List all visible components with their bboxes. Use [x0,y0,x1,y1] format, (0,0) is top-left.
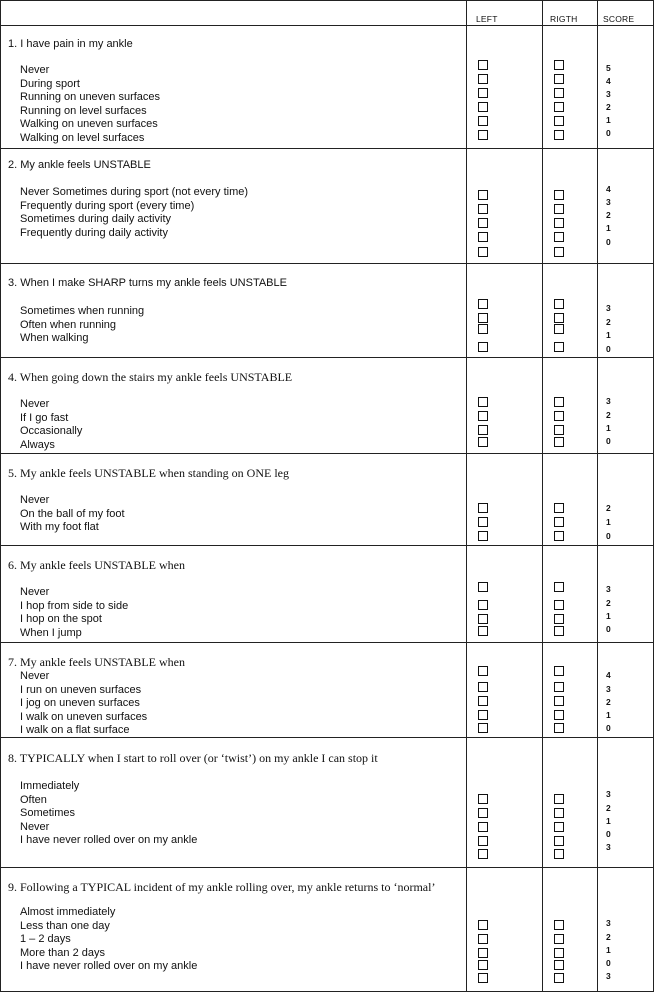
question-3-options [20,305,144,346]
score-value: 3 [606,584,611,594]
question-5-options [20,494,125,535]
left-checkbox[interactable] [478,88,488,98]
option-label: Never [20,398,50,410]
option-label: I jog on uneven surfaces [20,697,140,709]
right-checkbox[interactable] [554,666,564,676]
option-label: Sometimes during daily activity [20,213,172,225]
left-checkbox[interactable] [478,710,488,720]
score-value: 3 [606,918,611,928]
score-value: 3 [606,789,611,799]
score-value: 4 [606,670,611,680]
score-value: 5 [606,63,611,73]
score-value: 1 [606,223,611,233]
right-checkbox[interactable] [554,425,564,435]
right-checkbox[interactable] [554,682,564,692]
right-checkbox[interactable] [554,342,564,352]
left-checkbox[interactable] [478,582,488,592]
left-checkbox[interactable] [478,190,488,200]
option-label: Often when running [20,318,117,331]
option-label: When walking [20,332,89,344]
question-2-options [20,186,248,240]
right-checkbox[interactable] [554,204,564,214]
option-label: Never [20,670,50,682]
score-value: 0 [606,436,611,446]
right-checkbox[interactable] [554,517,564,527]
right-checkbox[interactable] [554,130,564,140]
question-6-title: 6. My ankle feels UNSTABLE when [8,558,186,572]
right-checkbox[interactable] [554,822,564,832]
option-label: Walking on uneven surfaces [20,118,158,130]
right-checkbox[interactable] [554,948,564,958]
score-value: 2 [606,102,611,112]
left-checkbox[interactable] [478,503,488,513]
score-value: 3 [606,303,611,313]
question-8-title: 8. TYPICALLY when I start to roll over (or ‘twist’) on my ankle I can stop it [8,751,378,765]
score-value: 4 [606,76,611,86]
right-checkbox[interactable] [554,503,564,513]
left-checkbox[interactable] [478,973,488,983]
option-label: Never [20,586,50,598]
left-checkbox[interactable] [478,313,488,323]
right-checkbox[interactable] [554,531,564,541]
option-label: Often [20,793,47,806]
column-header-left: LEFT [476,14,498,24]
right-checkbox[interactable] [554,247,564,257]
option-label: Occasionally [20,425,83,437]
right-checkbox[interactable] [554,723,564,733]
option-label: Never [20,64,50,76]
score-value: 2 [606,697,611,707]
row-divider [0,545,654,546]
option-label: I have never rolled over on my ankle [20,834,198,846]
option-label: Less than one day [20,919,110,932]
left-checkbox[interactable] [478,342,488,352]
score-value: 4 [606,184,611,194]
left-checkbox[interactable] [478,614,488,624]
score-value: 1 [606,945,611,955]
score-value: 1 [606,115,611,125]
left-checkbox[interactable] [478,696,488,706]
score-value: 1 [606,423,611,433]
row-divider [0,642,654,643]
left-checkbox[interactable] [478,130,488,140]
score-value: 2 [606,317,611,327]
option-label: Frequently during sport (every time) [20,199,195,212]
option-label: Running on uneven surfaces [20,91,161,103]
option-label: Almost immediately [20,906,116,918]
right-checkbox[interactable] [554,696,564,706]
score-value: 3 [606,684,611,694]
option-label: Sometimes when running [20,305,145,317]
score-value: 0 [606,237,611,247]
score-value: 2 [606,598,611,608]
option-label: I hop on the spot [20,613,102,625]
question-4-options [20,398,82,452]
row-divider [0,263,654,264]
option-label: Never [20,494,50,506]
right-checkbox[interactable] [554,934,564,944]
left-checkbox[interactable] [478,960,488,970]
table-border-top [0,0,654,1]
left-checkbox[interactable] [478,849,488,859]
right-checkbox[interactable] [554,973,564,983]
option-label: Never Sometimes during sport (not every time) [20,186,249,198]
right-checkbox[interactable] [554,190,564,200]
right-checkbox[interactable] [554,836,564,846]
option-label: I walk on a flat surface [20,724,130,736]
left-checkbox[interactable] [478,836,488,846]
left-checkbox[interactable] [478,920,488,930]
option-label: During sport [20,77,80,90]
question-1-options [20,64,160,145]
score-value: 1 [606,710,611,720]
left-checkbox[interactable] [478,411,488,421]
score-value: 0 [606,128,611,138]
option-label: Never [20,820,50,833]
option-label: Running on level surfaces [20,104,147,117]
column-header-right: RIGTH [550,14,578,24]
option-label: I run on uneven surfaces [20,683,142,696]
left-checkbox[interactable] [478,116,488,126]
option-label: On the ball of my foot [20,507,125,520]
left-checkbox[interactable] [478,531,488,541]
right-checkbox[interactable] [554,411,564,421]
question-8-options [20,780,197,848]
row-divider [0,25,654,26]
left-checkbox[interactable] [478,948,488,958]
right-checkbox[interactable] [554,794,564,804]
question-9-options [20,906,197,974]
left-checkbox[interactable] [478,794,488,804]
right-checkbox[interactable] [554,88,564,98]
score-value: 0 [606,624,611,634]
left-checkbox[interactable] [478,425,488,435]
right-checkbox[interactable] [554,808,564,818]
option-label: Immediately [20,780,80,792]
question-7-options [20,670,147,738]
right-checkbox[interactable] [554,60,564,70]
score-value: 3 [606,197,611,207]
right-checkbox[interactable] [554,960,564,970]
left-checkbox[interactable] [478,808,488,818]
left-checkbox[interactable] [478,934,488,944]
row-divider [0,867,654,868]
option-label: With my foot flat [20,521,99,533]
score-value: 1 [606,330,611,340]
right-checkbox[interactable] [554,849,564,859]
question-6-options [20,586,128,640]
right-checkbox[interactable] [554,232,564,242]
left-checkbox[interactable] [478,437,488,447]
right-checkbox[interactable] [554,74,564,84]
right-checkbox[interactable] [554,626,564,636]
question-1-title: 1. I have pain in my ankle [8,38,133,50]
score-value: 3 [606,842,611,852]
score-value: 0 [606,829,611,839]
option-label: I walk on uneven surfaces [20,710,148,723]
row-divider [0,453,654,454]
left-checkbox[interactable] [478,218,488,228]
option-label: I hop from side to side [20,599,129,612]
right-checkbox[interactable] [554,582,564,592]
left-checkbox[interactable] [478,102,488,112]
left-checkbox[interactable] [478,682,488,692]
left-checkbox[interactable] [478,666,488,676]
option-label: Sometimes [20,807,76,819]
score-value: 0 [606,531,611,541]
question-4-title: 4. When going down the stairs my ankle feels UNSTABLE [8,370,293,384]
right-checkbox[interactable] [554,218,564,228]
right-checkbox[interactable] [554,437,564,447]
question-3-title: 3. When I make SHARP turns my ankle feels UNSTABLE [8,277,287,289]
option-label: 1 – 2 days [20,933,71,945]
option-label: When I jump [20,626,82,639]
score-value: 3 [606,396,611,406]
left-checkbox[interactable] [478,517,488,527]
right-checkbox[interactable] [554,116,564,126]
row-divider [0,357,654,358]
right-checkbox[interactable] [554,710,564,720]
option-label: If I go fast [20,411,69,424]
left-checkbox[interactable] [478,74,488,84]
option-label: More than 2 days [20,946,105,959]
right-checkbox[interactable] [554,313,564,323]
row-divider [0,148,654,149]
left-checkbox[interactable] [478,397,488,407]
score-value: 2 [606,410,611,420]
score-value: 0 [606,344,611,354]
score-value: 1 [606,611,611,621]
option-label: Walking on level surfaces [20,131,145,144]
left-checkbox[interactable] [478,822,488,832]
score-value: 0 [606,723,611,733]
score-value: 1 [606,517,611,527]
right-checkbox[interactable] [554,397,564,407]
right-checkbox[interactable] [554,299,564,309]
question-7-title: 7. My ankle feels UNSTABLE when [8,655,186,669]
score-value: 3 [606,89,611,99]
score-value: 1 [606,816,611,826]
right-checkbox[interactable] [554,614,564,624]
right-checkbox[interactable] [554,102,564,112]
score-value: 2 [606,803,611,813]
right-checkbox[interactable] [554,600,564,610]
option-label: Always [20,438,55,451]
option-label: Frequently during daily activity [20,226,168,239]
question-2-title: 2. My ankle feels UNSTABLE [8,159,151,171]
left-checkbox[interactable] [478,600,488,610]
left-checkbox[interactable] [478,324,488,334]
left-checkbox[interactable] [478,626,488,636]
column-header-score: SCORE [603,14,635,24]
score-value: 2 [606,932,611,942]
left-checkbox[interactable] [478,723,488,733]
left-checkbox[interactable] [478,232,488,242]
left-checkbox[interactable] [478,299,488,309]
score-value: 0 [606,958,611,968]
question-9-title: 9. Following a TYPICAL incident of my ankle rolling over, my ankle returns to ‘normal’ [8,880,436,894]
left-checkbox[interactable] [478,60,488,70]
score-value: 2 [606,503,611,513]
score-value: 3 [606,971,611,981]
question-5-title: 5. My ankle feels UNSTABLE when standing on ONE leg [8,466,289,480]
left-checkbox[interactable] [478,247,488,257]
score-value: 2 [606,210,611,220]
right-checkbox[interactable] [554,920,564,930]
left-checkbox[interactable] [478,204,488,214]
right-checkbox[interactable] [554,324,564,334]
option-label: I have never rolled over on my ankle [20,960,198,972]
